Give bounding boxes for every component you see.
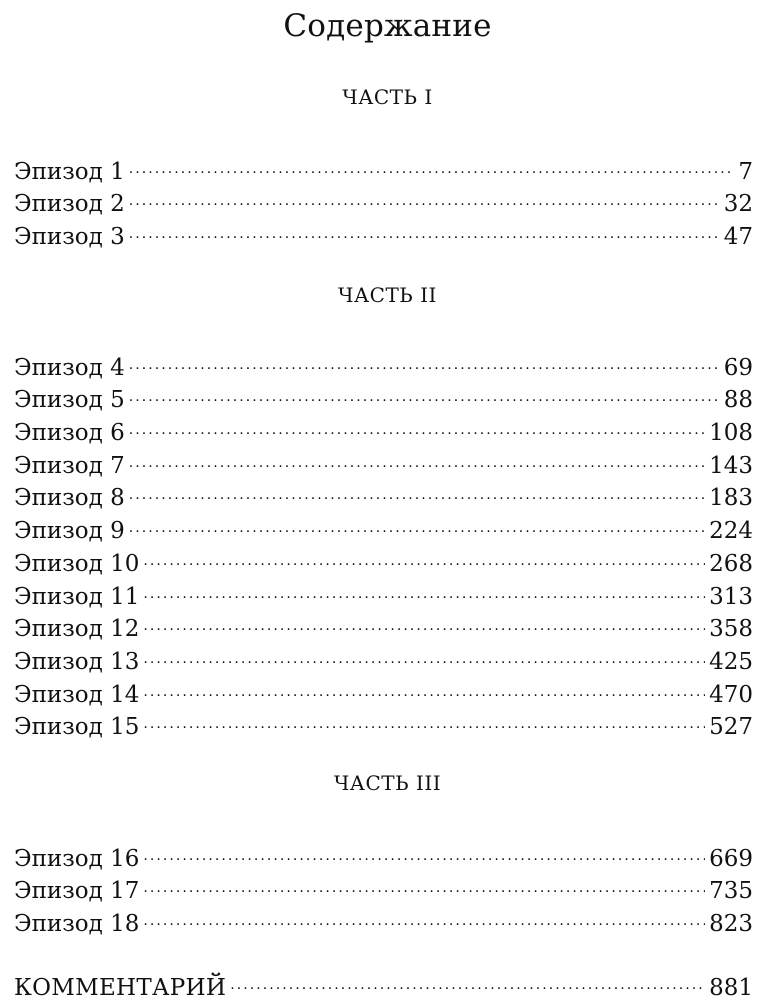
toc-entry[interactable] <box>14 342 753 381</box>
toc-entry-page: 470 <box>709 681 753 708</box>
part-heading: ЧАСТЬ I <box>342 85 433 109</box>
toc-entry[interactable] <box>14 375 753 414</box>
toc-entry-label: Эпизод 2 <box>14 191 125 218</box>
dot-leader <box>143 571 705 604</box>
toc-entry[interactable] <box>14 146 753 185</box>
dot-leader <box>143 669 705 702</box>
toc-entry-page: 32 <box>723 191 753 218</box>
toc-entry-page: 358 <box>709 616 753 643</box>
toc-entry-page: 313 <box>709 583 753 610</box>
dot-leader <box>143 866 705 899</box>
dot-leader <box>143 636 705 669</box>
part-heading: ЧАСТЬ III <box>333 771 442 795</box>
toc-entry-label: Эпизод 1 <box>14 158 125 185</box>
toc-entry-label: Эпизод 18 <box>14 911 140 938</box>
toc-entry[interactable] <box>14 538 753 577</box>
toc-entry-label: Эпизод 6 <box>14 420 125 447</box>
toc-entry-label: Эпизод 5 <box>14 387 125 414</box>
toc-entry-page: 669 <box>709 845 753 872</box>
toc-entry-label: Эпизод 7 <box>14 452 125 479</box>
dot-leader <box>143 702 705 735</box>
dot-leader <box>129 375 720 408</box>
toc-entry-label: Эпизод 13 <box>14 648 140 675</box>
toc-entry-page: 88 <box>723 387 753 414</box>
part-heading: ЧАСТЬ II <box>338 283 437 307</box>
toc-entry[interactable] <box>14 211 753 251</box>
toc-entry[interactable] <box>14 440 753 479</box>
toc-list <box>14 146 753 251</box>
toc-list <box>14 342 753 741</box>
toc-entry-page: 183 <box>709 485 753 512</box>
toc-entry-page: 143 <box>709 452 753 479</box>
dot-leader <box>129 407 705 440</box>
toc-entry-label: КОММЕНТАРИЙ <box>14 974 227 1001</box>
dot-leader <box>129 146 735 179</box>
toc-entry-page: 108 <box>709 420 753 447</box>
toc-entry[interactable] <box>14 505 753 545</box>
toc-entry-page: 823 <box>709 911 753 938</box>
toc-entry-page: 47 <box>723 224 753 251</box>
toc-entry-label: Эпизод 15 <box>14 714 140 741</box>
toc-entry[interactable] <box>14 179 753 218</box>
dot-leader <box>230 962 705 995</box>
toc-entry-page: 881 <box>709 974 753 1001</box>
dot-leader <box>129 440 705 473</box>
toc-entry-label: Эпизод 16 <box>14 845 140 872</box>
toc-entry[interactable] <box>14 407 753 447</box>
dot-leader <box>129 211 720 244</box>
toc-entry-page: 7 <box>738 158 753 185</box>
toc-entry-label: Эпизод 3 <box>14 224 125 251</box>
dot-leader <box>143 604 705 637</box>
toc-entry-page: 425 <box>709 648 753 675</box>
toc-list <box>14 833 753 938</box>
toc-entry[interactable] <box>14 833 753 872</box>
dot-leader <box>129 505 705 538</box>
toc-entry-label: Эпизод 10 <box>14 550 140 577</box>
dot-leader <box>143 898 705 931</box>
toc-list <box>14 962 753 1001</box>
dot-leader <box>129 342 720 375</box>
toc-entry[interactable] <box>14 473 753 512</box>
toc-entry-page: 268 <box>709 550 753 577</box>
dot-leader <box>143 833 705 866</box>
toc-entry-label: Эпизод 8 <box>14 485 125 512</box>
toc-entry-page: 735 <box>709 878 753 905</box>
toc-entry-label: Эпизод 14 <box>14 681 140 708</box>
toc-entry-label: Эпизод 4 <box>14 354 125 381</box>
toc-entry-label: Эпизод 12 <box>14 616 140 643</box>
page-title: Содержание <box>283 8 492 44</box>
toc-entry-label: Эпизод 11 <box>14 583 140 610</box>
toc-entry-page: 69 <box>723 354 753 381</box>
toc-entry-page: 527 <box>709 714 753 741</box>
toc-entry-label: Эпизод 17 <box>14 878 140 905</box>
toc-entry-page: 224 <box>709 518 753 545</box>
dot-leader <box>129 179 720 212</box>
dot-leader <box>143 538 705 571</box>
dot-leader <box>129 473 705 506</box>
toc-entry-label: Эпизод 9 <box>14 518 125 545</box>
toc-entry-commentary[interactable] <box>14 962 753 1001</box>
